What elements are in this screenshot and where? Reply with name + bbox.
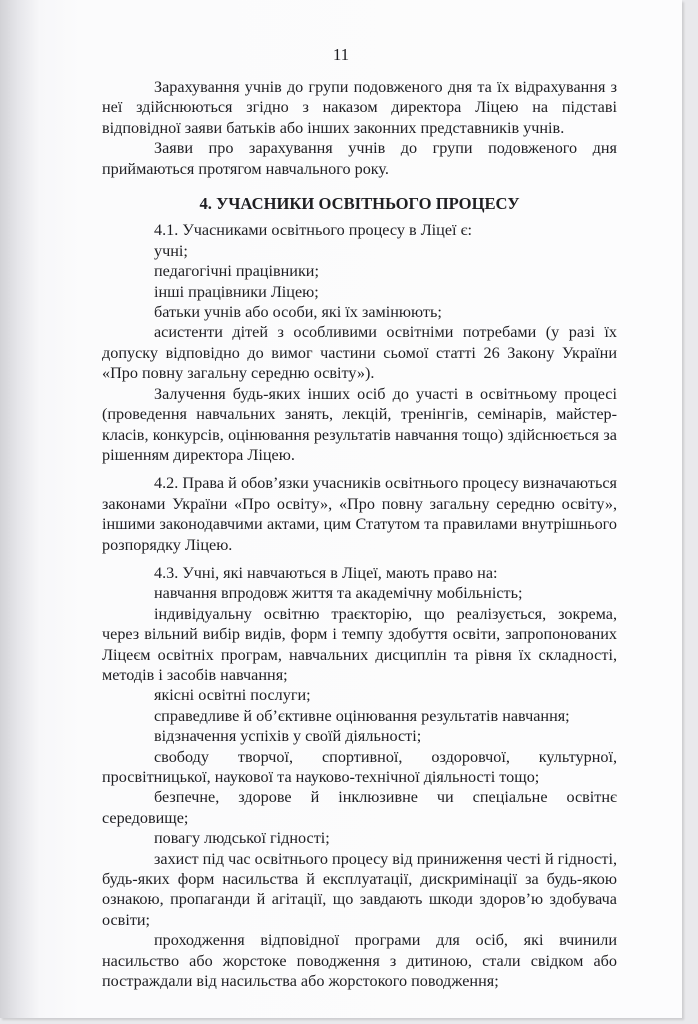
list-item: захист під час освітнього процесу від приниження честі й гідності, будь-яких форм насильства й експлуатації, дискримінації за будь-якою ознакою, пропаганди й агітації, що завдають шкоди здоров’ю здобувача освіти; xyxy=(102,849,617,929)
list-item: учні; xyxy=(154,241,188,260)
clause-4-1-lead: 4.1. Учасниками освітнього процесу в Ліцеї є: xyxy=(154,221,473,240)
list-item: повагу людської гідності; xyxy=(154,829,330,848)
page-number: 11 xyxy=(332,45,350,64)
list-item: батьки учнів або особи, які їх замінюють; xyxy=(154,303,442,322)
page-body xyxy=(102,77,617,991)
clause-4-2: 4.2. Права й обов’язки учасників освітнього процесу визначаються законами України «Про освіту», «Про повну загальну середню освіту», іншими законодавчими актами, цим Статутом та правилами внутрішнього розпорядку Ліцею. xyxy=(102,474,617,554)
list-item: інші працівники Ліцею; xyxy=(154,282,319,301)
list-item: асистенти дітей з особливими освітніми потребами (у разі їх допуску відповідно до вимог частини сьомої статті 26 Закону України «Про повну загальну середню освіту»). xyxy=(102,323,617,383)
list-item: справедливе й об’єктивне оцінювання результатів навчання; xyxy=(154,706,570,725)
list-item: педагогічні працівники; xyxy=(154,262,319,281)
list-item: безпечне, здорове й інклюзивне чи спеціальне освітнє середовище; xyxy=(102,788,617,827)
list-item: відзначення успіхів у своїй діяльності; xyxy=(154,727,422,746)
section-heading: 4. УЧАСНИКИ ОСВІТНЬОГО ПРОЦЕСУ xyxy=(199,194,520,214)
list-item: проходження відповідної програми для осіб, які вчинили насильство або жорстоке поводження з дитиною, стали свідком або постраждали від насильства або жорстокого поводження; xyxy=(102,931,617,991)
intro-paragraph: Зарахування учнів до групи подовженого дня та їх відрахування з неї здійснюються згідно з наказом директора Ліцею на підставі відповідної заяви батьків або інших законних представників учнів. xyxy=(102,78,617,137)
list-item: свободу творчої, спортивної, оздоровчої, культурної, просвітницької, наукової та науково-технічної діяльності тощо; xyxy=(102,747,617,786)
clause-4-1-note: Залучення будь-яких інших осіб до участі в освітньому процесі (проведення навчальних занять, лекцій, тренінгів, семінарів, майстер-класів, конкурсів, оцінювання результатів навчання тощо) здійснюється за рішенням директора Ліцею. xyxy=(102,384,617,464)
list-item: якісні освітні послуги; xyxy=(154,686,311,705)
intro-paragraph: Заяви про зарахування учнів до групи подовженого дня приймаються протягом навчального року. xyxy=(102,139,617,178)
list-item: навчання впродовж життя та академічну мобільність; xyxy=(154,584,523,603)
clause-4-3-lead: 4.3. Учні, які навчаються в Ліцеї, мають право на: xyxy=(154,563,498,582)
list-item: індивідуальну освітню траєкторію, що реалізується, зокрема, через вільний вибір видів, форм і темпу здобуття освіти, запропонованих Ліцеєм освітніх програм, навчальних дисциплін та рівня їх складності, методів і засобів навчання; xyxy=(102,604,617,684)
